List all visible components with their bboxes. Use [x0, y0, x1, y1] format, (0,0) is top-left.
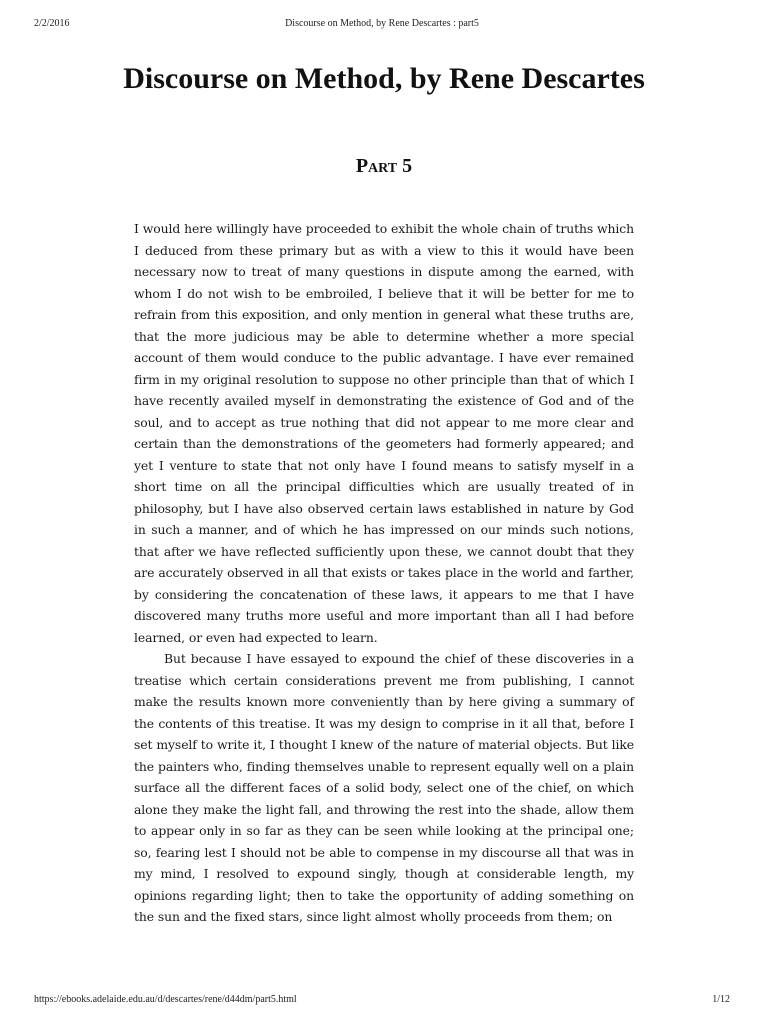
print-header [34, 18, 730, 32]
paragraph-1: I would here willingly have proceeded to exhibit the whole chain of truths which I deduced from these primary but as with a view to this it would have been necessary now to treat of many questions in dispute among the earned, with whom I do not wish to be embroiled, I believe that it will be better for me to refrain from this exposition, and only mention in general what these truths are, that the more judicious may be able to determine whether a more special account of them would conduce to the public advantage. I have ever remained firm in my original resolution to suppose no other principle than that of which I have recently availed myself in demonstrating the existence of God and of the soul, and to accept as true nothing that did not appear to me more clear and certain than the demonstrations of the geometers had formerly appeared; and yet I venture to state that not only have I found means to satisfy myself in a short time on all the principal difficulties which are usually treated of in philosophy, but I have also observed certain laws established in nature by God in such a manner, and of which he has impressed on our minds such notions, that after we have reflected sufficiently upon these, we cannot doubt that they are accurately observed in all that exists or takes place in the world and farther, by considering the concatenation of these laws, it appears to me that I have discovered many truths more useful and more important than all I had before learned, or even had expected to learn. [134, 221, 634, 645]
print-doc-title: Discourse on Method, by Rene Descartes : part5 [285, 18, 479, 29]
body-text [134, 218, 634, 928]
print-date: 2/2/2016 [34, 18, 70, 29]
page-count: 1/12 [712, 994, 730, 1005]
paragraph-2: But because I have essayed to expound the chief of these discoveries in a treatise which certain considerations prevent me from publishing, I cannot make the results known more conveniently than by here giving a summary of the contents of this treatise. It was my design to comprise in it all that, before I set myself to write it, I thought I knew of the nature of material objects. But like the painters who, finding themselves unable to represent equally well on a plain surface all the different faces of a solid body, select one of the chief, on which alone they make the light fall, and throwing the rest into the shade, allow them to appear only in so far as they can be seen while looking at the principal one; so, fearing lest I should not be able to compense in my discourse all that was in my mind, I resolved to expound singly, though at considerable length, my opinions regarding light; then to take the opportunity of adding something on the sun and the fixed stars, since light almost wholly proceeds from them; on [134, 651, 634, 924]
print-url: https://ebooks.adelaide.edu.au/d/descartes/rene/d44dm/part5.html [34, 994, 297, 1005]
print-footer [34, 994, 730, 1008]
page-title: Discourse on Method, by Rene Descartes [123, 62, 645, 95]
part-heading: Part 5 [355, 155, 413, 177]
